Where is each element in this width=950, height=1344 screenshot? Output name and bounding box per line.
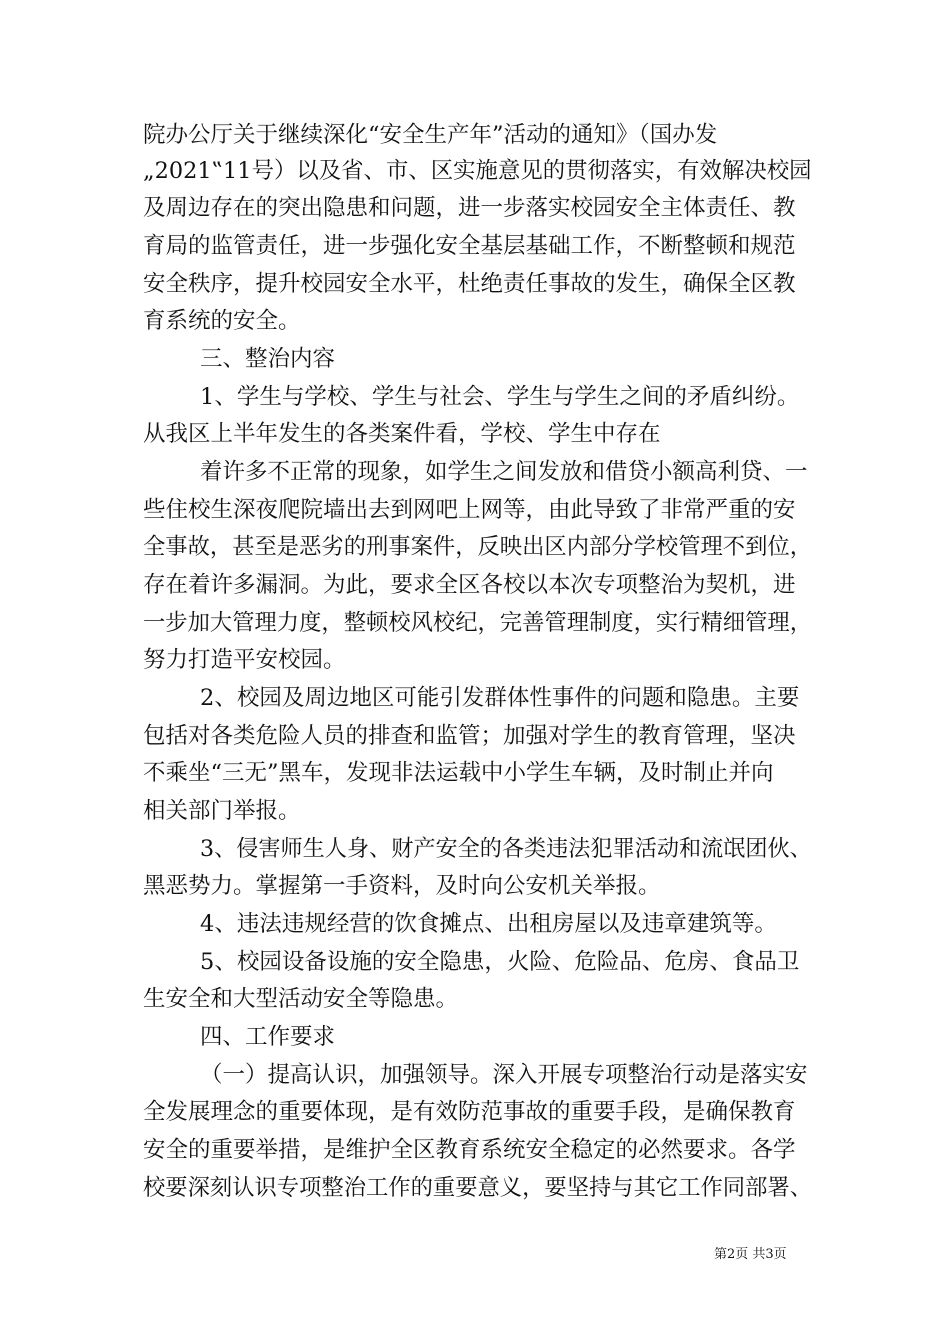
text-line-19: 相关部门举报。	[143, 798, 301, 824]
text-line-15: 努力打造平安校园。	[143, 647, 346, 673]
text-line-2: „2021‟11号）以及省、市、区实施意见的贯彻落实，有效解决校园	[143, 158, 812, 184]
text-line-27: 全发展理念的重要体现，是有效防范事故的重要手段，是确保教育	[143, 1099, 796, 1125]
text-line-23: 5、校园设备设施的安全隐患，火险、危险品、危房、食品卫	[200, 949, 800, 975]
text-line-20: 3、侵害师生人身、财产安全的各类违法犯罪活动和流氓团伙、	[200, 836, 812, 862]
text-line-16: 2、校园及周边地区可能引发群体性事件的问题和隐患。主要	[200, 685, 800, 711]
text-line-3: 及周边存在的突出隐患和问题，进一步落实校园安全主体责任、教	[143, 195, 796, 221]
text-line-17: 包括对各类危险人员的排查和监管；加强对学生的教育管理，坚决	[143, 723, 796, 749]
text-line-9: 从我区上半年发生的各类案件看，学校、学生中存在	[143, 421, 661, 447]
text-line-5: 安全秩序，提升校园安全水平，杜绝责任事故的发生，确保全区教	[143, 271, 796, 297]
text-line-8: 1、学生与学校、学生与社会、学生与学生之间的矛盾纠纷。	[200, 384, 800, 410]
text-line-4: 育局的监管责任，进一步强化安全基层基础工作，不断整顿和规范	[143, 233, 796, 259]
page-number: 第2页 共3页	[714, 1247, 787, 1262]
text-line-10: 着许多不正常的现象，如学生之间发放和借贷小额高利贷、一	[200, 459, 808, 485]
section-heading-3: 三、整治内容	[200, 346, 336, 372]
text-line-6: 育系统的安全。	[143, 308, 301, 334]
text-line-13: 存在着许多漏洞。为此，要求全区各校以本次专项整治为契机，进	[143, 572, 796, 598]
text-line-24: 生安全和大型活动安全等隐患。	[143, 986, 459, 1012]
text-line-21: 黑恶势力。掌握第一手资料，及时向公安机关举报。	[143, 873, 661, 899]
text-line-22: 4、违法违规经营的饮食摊点、出租房屋以及违章建筑等。	[200, 911, 777, 937]
text-line-14: 一步加大管理力度，整顿校风校纪，完善管理制度，实行精细管理，	[143, 610, 813, 636]
text-line-29: 校要深刻认识专项整治工作的重要意义，要坚持与其它工作同部署、	[143, 1175, 813, 1201]
text-line-28: 安全的重要举措，是维护全区教育系统安全稳定的必然要求。各学	[143, 1137, 796, 1163]
text-line-1: 院办公厅关于继续深化“安全生产年”活动的通知》（国办发	[143, 122, 718, 148]
text-line-11: 些住校生深夜爬院墙出去到网吧上网等，由此导致了非常严重的安	[143, 497, 796, 523]
text-line-26: （一）提高认识，加强领导。深入开展专项整治行动是落实安	[200, 1062, 808, 1088]
text-line-18: 不乘坐“三无”黑车，发现非法运载中小学生车辆，及时制止并向	[143, 760, 774, 786]
section-heading-4: 四、工作要求	[200, 1024, 336, 1050]
text-line-12: 全事故，甚至是恶劣的刑事案件，反映出区内部分学校管理不到位，	[143, 534, 813, 560]
